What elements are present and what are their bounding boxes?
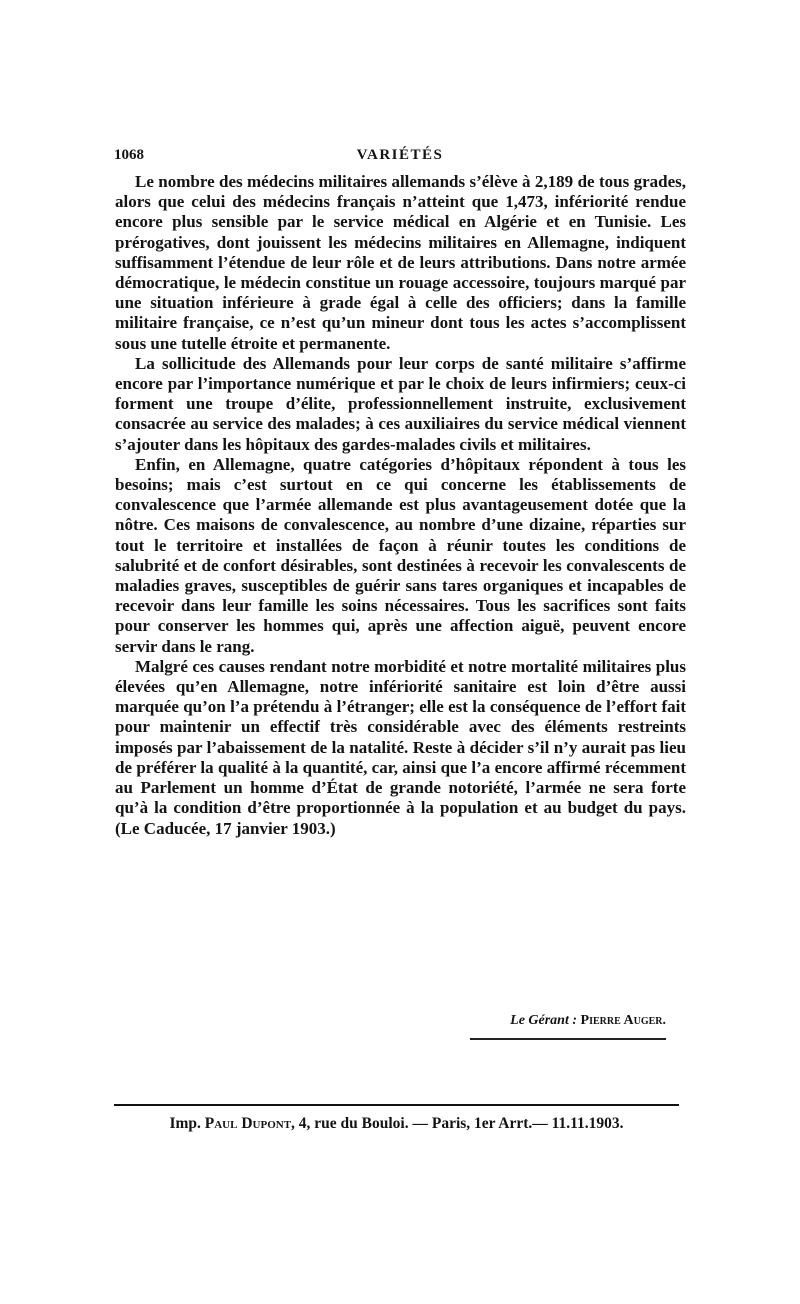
paragraph-1: Le nombre des médecins militaires allemands s’élève à 2,189 de tous grades, alors que celui des médecins français n’atteint que 1,473, infériorité rendue encore plus sensible par le service médical en Algérie et en Tunisie. Les prérogatives, dont jouissent les médecins militaires en Allemagne, indiquent suffisamment l’étendue de leur rôle et de leurs attributions. Dans notre armée démocratique, le médecin constitue un rouage accessoire, toujours marqué par une situation inférieure à grade égal à celle des officiers; dans la famille militaire française, ce n’est qu’un mineur dont tous les actes s’accomplissent sous une tutelle étroite et permanente. [115, 172, 686, 353]
imprint [114, 1114, 679, 1134]
signature-label: Le Gérant : [510, 1013, 578, 1028]
signature [400, 1012, 666, 1030]
signature-rule [470, 1038, 666, 1040]
paragraph-3: Enfin, en Allemagne, quatre catégories d’hôpitaux répondent à tous les besoins; mais c’est surtout en ce qui concerne les établissements de convalescence que l’armée allemande est plus avantageusement dotée que la nôtre. Ces maisons de convalescence, au nombre d’une dizaine, réparties sur tout le territoire et installées de façon à réunir toutes les conditions de salubrité et de confort désirables, sont destinées à recevoir les convalescents de maladies graves, susceptibles de guérir sans tares organiques et incapables de recevoir dans leur famille les soins nécessaires. Tous les sacrifices sont faits pour conserver les hommes qui, après une affection aiguë, peuvent encore servir dans le rang. [115, 454, 686, 656]
page-number: 1068 [114, 147, 144, 163]
imprint-printer: Paul Dupont, [204, 1115, 295, 1132]
imprint-address: 4, rue du Bouloi. — Paris, 1er Arrt.— 11.11.1903. [298, 1115, 624, 1132]
imprint-prefix: Imp. [169, 1115, 201, 1132]
footer-rule [114, 1104, 679, 1106]
signature-name: Pierre Auger. [580, 1013, 666, 1028]
paragraph-2: La sollicitude des Allemands pour leur corps de santé militaire s’affirme encore par l’importance numérique et par le choix de leurs infirmiers; ceux-ci forment une troupe d’élite, professionnellement instruite, exclusivement consacrée au service des malades; à ces auxiliaires du service médical viennent s’ajouter dans les hôpitaux des gardes-malades civils et militaires. [115, 353, 686, 454]
paragraph-4: Malgré ces causes rendant notre morbidité et notre mortalité militaires plus élevées qu’en Allemagne, notre infériorité sanitaire est loin d’être aussi marquée qu’on l’a prétendu à l’étranger; elle est la conséquence de l’effort fait pour maintenir un effectif très considérable avec des éléments restreints imposés par l’abaissement de la natalité. Reste à décider s’il n’y aurait pas lieu de préférer la qualité à la quantité, car, ainsi que l’a encore affirmé récemment au Parlement un homme d’État de grande notoriété, l’armée ne sera forte qu’à la condition d’être proportionnée à la population et au budget du pays. (Le Caducée, 17 janvier 1903.) [115, 656, 686, 838]
running-title: VARIÉTÉS [356, 147, 444, 163]
article-body [115, 172, 686, 839]
